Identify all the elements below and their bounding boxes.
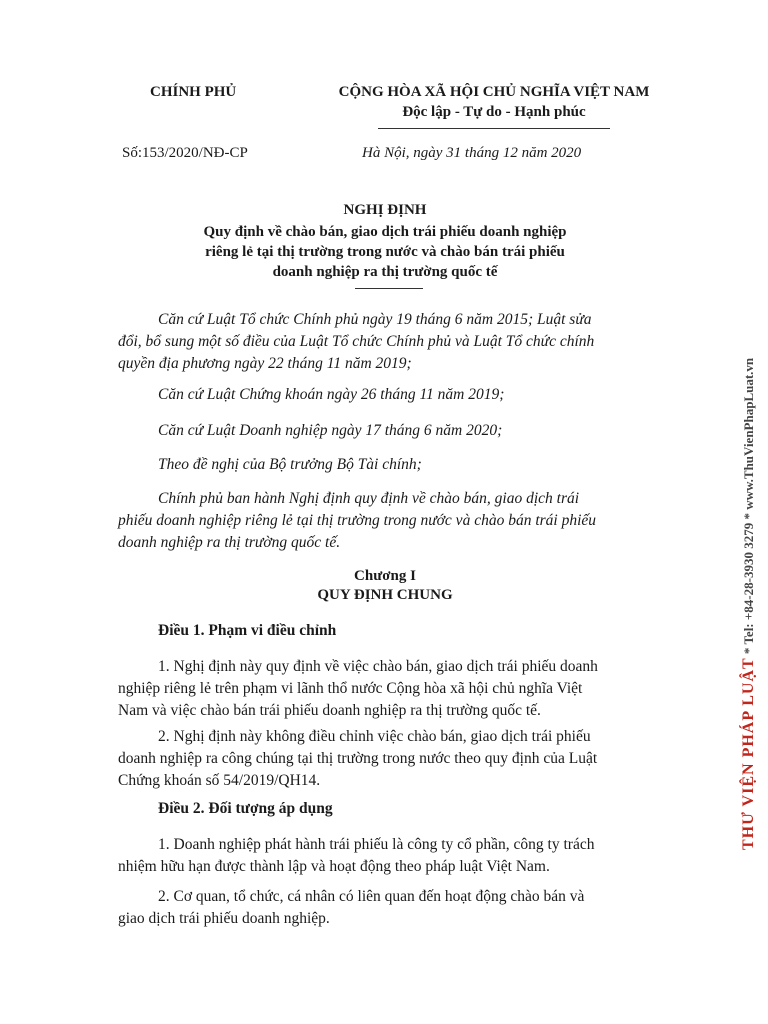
text-line: phiếu doanh nghiệp riêng lẻ tại thị trường trong nước và chào bán trái phiếu [118,512,597,529]
article-1-heading: Điều 1. Phạm vi điều chỉnh [158,622,337,639]
subtitle-line: doanh nghiệp ra thị trường quốc tế [272,264,498,280]
document-title: NGHỊ ĐỊNH [343,202,427,218]
title-divider [355,288,423,289]
chapter-label: Chương I [354,568,416,584]
subtitle-line: riêng lẻ tại thị trường trong nước và chào bán trái phiếu [205,244,565,260]
preamble-paragraph-1 [118,309,716,375]
text-line: Căn cứ Luật Chứng khoán ngày 26 tháng 11 năm 2019; [158,386,505,403]
article-2-clause-2 [118,886,716,930]
national-title: CỘNG HÒA XÃ HỘI CHỦ NGHĨA VIỆT NAM [338,84,650,100]
preamble-paragraph-5 [118,488,716,554]
article-2-heading: Điều 2. Đối tượng áp dụng [158,800,333,817]
side-watermark [740,230,764,850]
text-line: nghiệp riêng lẻ trên phạm vi lãnh thổ nước Cộng hòa xã hội chủ nghĩa Việt [118,680,583,697]
national-motto: Độc lập - Tự do - Hạnh phúc [402,104,586,120]
text-line: doanh nghiệp ra công chúng tại thị trường trong nước theo quy định của Luật [118,750,598,767]
text-line: 1. Doanh nghiệp phát hành trái phiếu là công ty cổ phần, công ty trách [158,836,595,853]
subtitle-line: Quy định về chào bán, giao dịch trái phiếu doanh nghiệp [203,224,567,240]
text-line: quyền địa phương ngày 22 tháng 11 năm 2019; [118,355,412,372]
article-2-clause-1 [118,834,716,878]
document-date: Hà Nội, ngày 31 tháng 12 năm 2020 [362,145,582,161]
watermark-contact: * Tel: +84-28-3930 3279 * www.ThuVienPhapLuat.vn [741,357,756,655]
text-line: Căn cứ Luật Doanh nghiệp ngày 17 tháng 6 năm 2020; [158,422,503,439]
article-1-clause-2 [118,726,716,792]
motto-underline [378,128,610,129]
text-line: Chính phủ ban hành Nghị định quy định về chào bán, giao dịch trái [158,490,580,507]
text-line: 2. Cơ quan, tổ chức, cá nhân có liên quan đến hoạt động chào bán và [158,888,585,905]
text-line: đổi, bổ sung một số điều của Luật Tổ chức Chính phủ và Luật Tổ chức chính [118,333,595,350]
chapter-name: QUY ĐỊNH CHUNG [317,587,453,603]
document-number: Số:153/2020/NĐ-CP [122,145,248,161]
article-1-clause-1 [118,656,716,722]
preamble-paragraph-3 [118,420,716,442]
watermark-brand: THƯ VIỆN PHÁP LUẬT [740,657,757,850]
preamble-paragraph-4 [118,454,716,476]
document-subtitle [120,222,650,282]
text-line: Theo đề nghị của Bộ trưởng Bộ Tài chính; [158,456,422,473]
text-line: nhiệm hữu hạn được thành lập và hoạt động theo pháp luật Việt Nam. [118,858,550,875]
text-line: doanh nghiệp ra thị trường quốc tế. [118,534,341,551]
text-line: Chứng khoán số 54/2019/QH14. [118,772,321,789]
preamble-paragraph-2 [118,384,716,406]
text-line: 1. Nghị định này quy định về việc chào bán, giao dịch trái phiếu doanh [158,658,598,675]
issuing-authority: CHÍNH PHỦ [150,84,237,100]
text-line: giao dịch trái phiếu doanh nghiệp. [118,910,330,927]
text-line: Nam và việc chào bán trái phiếu doanh nghiệp ra thị trường quốc tế. [118,702,541,719]
text-line: 2. Nghị định này không điều chỉnh việc chào bán, giao dịch trái phiếu [158,728,591,745]
text-line: Căn cứ Luật Tổ chức Chính phủ ngày 19 tháng 6 năm 2015; Luật sửa [158,311,592,328]
